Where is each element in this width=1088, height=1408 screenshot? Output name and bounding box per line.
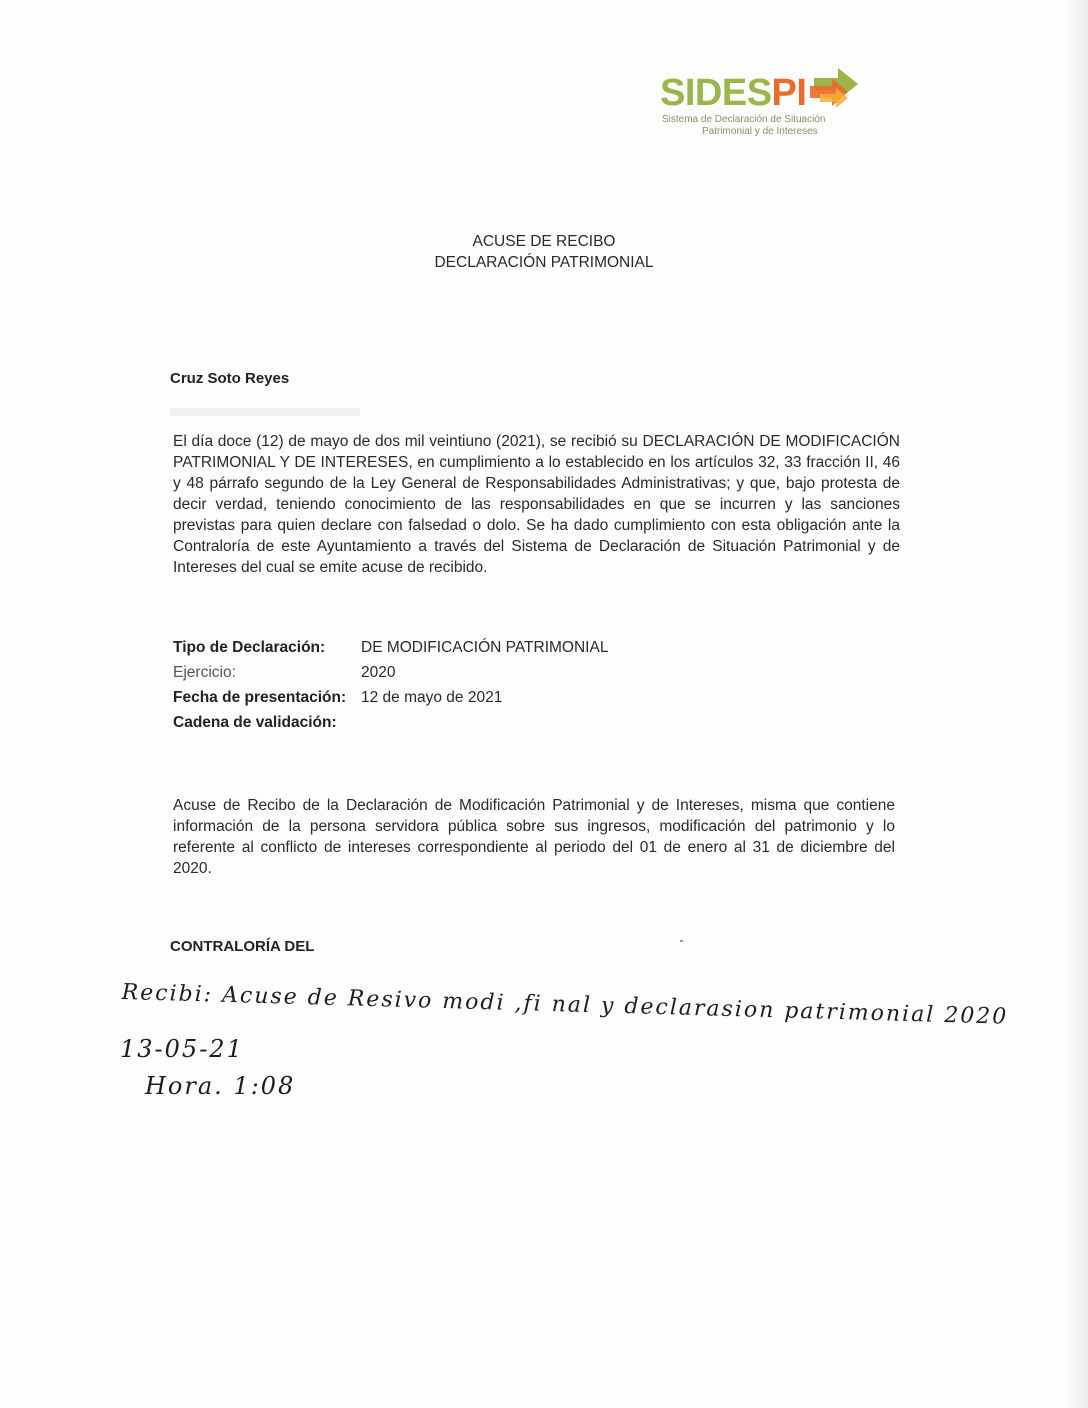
arrow-icon — [810, 64, 862, 112]
logo-subtitle: Sistema de Declaración de Situación Patrimonial y de Intereses — [662, 114, 826, 137]
scan-speck — [680, 940, 683, 942]
field-tipo: Tipo de Declaración: DE MODIFICACIÓN PATRIMONIAL — [173, 639, 609, 656]
document-title — [0, 231, 1088, 273]
logo-wordmark: SIDESPI — [660, 72, 807, 114]
field-cadena: Cadena de validación: — [173, 714, 337, 731]
recipient-name: Cruz Soto Reyes — [170, 370, 290, 387]
body-paragraph: El día doce (12) de mayo de dos mil veintiuno (2021), se recibió su DECLARACIÓN DE MODIFICACIÓN PATRIMONIAL Y DE INTERESES, en cumplimiento a lo establecido en los artículos 32, 33 fracción II, 46 y 48 párrafo segundo de la Ley General de Responsabilidades Administrativas; y que, bajo protesta de decir verdad, teniendo conocimiento de las responsabilidades en que se incurren y las sanciones previstas para quien declare con falsedad o dolo. Se ha dado cumplimiento con esta obligación ante la Contraloría de este Ayuntamiento a través del Sistema de Declaración de Situación Patrimonial y de Intereses del cual se emite acuse de recibido. — [173, 433, 900, 576]
title-line-2: DECLARACIÓN PATRIMONIAL — [434, 254, 654, 271]
sidespi-logo — [660, 64, 870, 144]
scan-edge — [1066, 0, 1088, 1408]
redacted-line — [170, 408, 360, 416]
signoff: CONTRALORÍA DEL — [170, 938, 315, 955]
handwritten-time: Hora. 1:08 — [145, 1072, 296, 1100]
field-fecha: Fecha de presentación: 12 de mayo de 2021 — [173, 689, 503, 706]
title-line-1: ACUSE DE RECIBO — [472, 233, 616, 250]
summary-paragraph: Acuse de Recibo de la Declaración de Modificación Patrimonial y de Intereses, misma que contiene información de la persona servidora pública sobre sus ingresos, modificación del patrimonio y lo referente al conflicto de intereses correspondiente al periodo del 01 de enero al 31 de diciembre del 2020. — [173, 797, 895, 877]
declaration-fields — [173, 635, 608, 735]
handwritten-receipt-note: Recibi: Acuse de Resivo modi ,fi nal y declarasion patrimonial 2020 — [121, 980, 1009, 1030]
handwritten-date: 13-05-21 — [120, 1035, 244, 1063]
field-ejercicio: Ejercicio: 2020 — [173, 664, 396, 681]
